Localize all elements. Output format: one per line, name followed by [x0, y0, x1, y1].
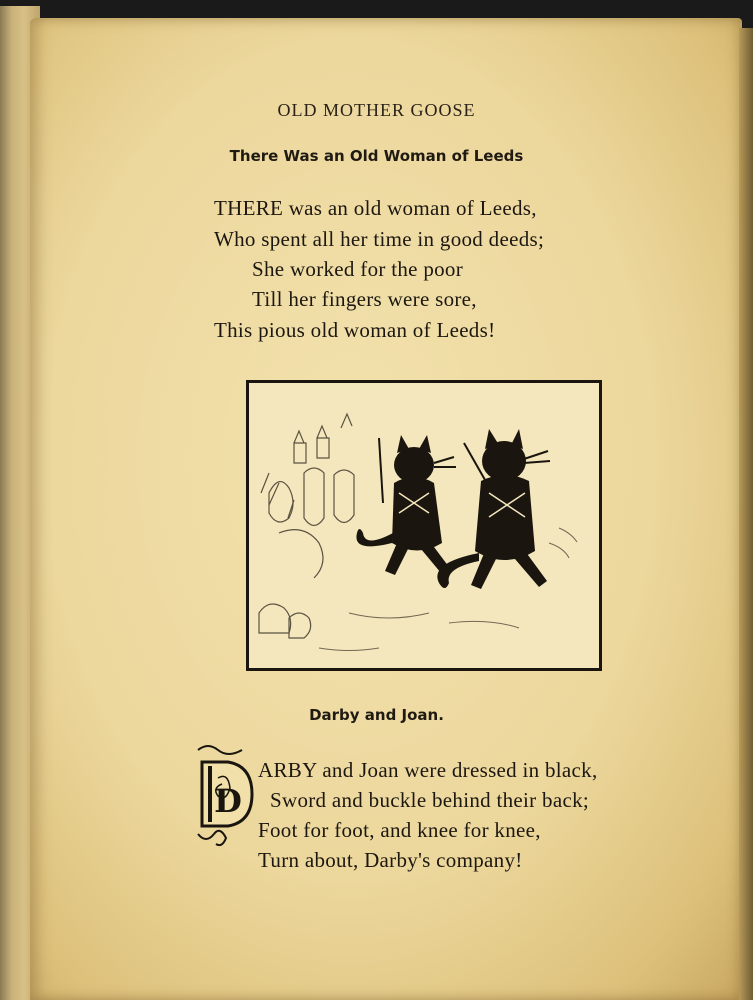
cats-drawing [249, 383, 599, 668]
dropcap-letter: D [214, 782, 242, 820]
ornamental-dropcap [192, 742, 256, 850]
verse-line: Sword and buckle behind their back; [270, 788, 589, 812]
lead-word: THERE [214, 196, 284, 220]
verse-line: She worked for the poor [252, 257, 464, 281]
poem-title-darby: Darby and Joan. [309, 706, 444, 724]
verse-line [214, 196, 537, 221]
page-right-edge [739, 28, 753, 1000]
verse-line: Foot for foot, and knee for knee, [258, 818, 541, 842]
dropcap-ornament [192, 742, 256, 850]
poem-title-leeds: There Was an Old Woman of Leeds [229, 147, 524, 165]
running-title: OLD MOTHER GOOSE [277, 100, 476, 120]
verse-line: Who spent all her time in good deeds; [214, 227, 545, 251]
verse-text: was an old woman of Leeds, [283, 196, 537, 220]
verse-line: Turn about, Darby's company! [258, 848, 523, 872]
verse-line: This pious old woman of Leeds! [214, 318, 496, 342]
cats-illustration [246, 380, 602, 671]
verse-line: ARBY and Joan were dressed in black, [258, 758, 598, 782]
verse-line: Till her fingers were sore, [252, 287, 477, 311]
